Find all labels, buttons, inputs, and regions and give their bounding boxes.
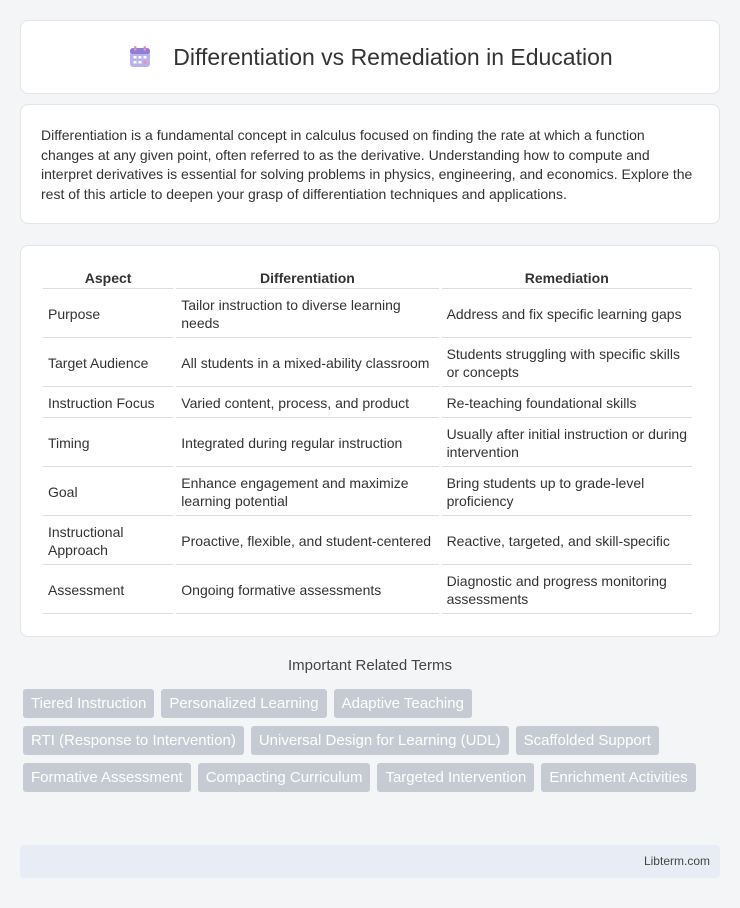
cell-differentiation: Ongoing formative assessments (176, 565, 438, 614)
table-row (43, 467, 692, 516)
comparison-table (40, 264, 695, 614)
term-tag[interactable]: RTI (Response to Intervention) (23, 726, 244, 755)
header-remediation: Remediation (442, 264, 692, 289)
table-header-row (43, 264, 692, 289)
intro-card (20, 104, 720, 224)
cell-remediation: Bring students up to grade-level proficiency (442, 467, 692, 516)
cell-aspect: Target Audience (43, 338, 173, 387)
table-row (43, 338, 692, 387)
title-card (20, 20, 720, 94)
term-tag[interactable]: Compacting Curriculum (198, 763, 371, 792)
table-row (43, 289, 692, 338)
cell-aspect: Goal (43, 467, 173, 516)
table-row (43, 565, 692, 614)
cell-differentiation: All students in a mixed-ability classroom (176, 338, 438, 387)
cell-aspect: Assessment (43, 565, 173, 614)
cell-differentiation: Varied content, process, and product (176, 387, 438, 418)
header-aspect: Aspect (43, 264, 173, 289)
cell-differentiation: Tailor instruction to diverse learning needs (176, 289, 438, 338)
cell-differentiation: Integrated during regular instruction (176, 418, 438, 467)
term-tag[interactable]: Tiered Instruction (23, 689, 154, 718)
calendar-icon (127, 44, 153, 70)
term-tag[interactable]: Enrichment Activities (541, 763, 695, 792)
term-tag[interactable]: Formative Assessment (23, 763, 191, 792)
term-tag[interactable]: Personalized Learning (161, 689, 326, 718)
cell-remediation: Reactive, targeted, and skill-specific (442, 516, 692, 565)
table-row (43, 516, 692, 565)
table-row (43, 418, 692, 467)
footer-site-link[interactable]: Libterm.com (643, 854, 710, 868)
cell-remediation: Re-teaching foundational skills (442, 387, 692, 418)
page-title: Differentiation vs Remediation in Education (173, 43, 613, 70)
cell-aspect: Purpose (43, 289, 173, 338)
cell-aspect: Instructional Approach (43, 516, 173, 565)
related-terms-list (23, 689, 703, 800)
comparison-table-card (20, 245, 720, 637)
cell-aspect: Instruction Focus (43, 387, 173, 418)
intro-paragraph: Differentiation is a fundamental concept in calculus focused on finding the rate at which a function changes at any given point, often referred to as the derivative. Understanding how to compute and interpret derivatives is essential for solving problems in physics, engineering, and economics. Explore the rest of this article to deepen your grasp of differentiation techniques and applications. (41, 127, 693, 202)
cell-differentiation: Enhance engagement and maximize learning potential (176, 467, 438, 516)
term-tag[interactable]: Targeted Intervention (377, 763, 534, 792)
cell-aspect: Timing (43, 418, 173, 467)
cell-remediation: Diagnostic and progress monitoring assessments (442, 565, 692, 614)
term-tag[interactable]: Universal Design for Learning (UDL) (251, 726, 509, 755)
term-tag[interactable]: Adaptive Teaching (334, 689, 472, 718)
cell-remediation: Usually after initial instruction or during intervention (442, 418, 692, 467)
related-terms-heading: Important Related Terms (288, 657, 452, 674)
cell-remediation: Students struggling with specific skills or concepts (442, 338, 692, 387)
cell-differentiation: Proactive, flexible, and student-centered (176, 516, 438, 565)
table-row (43, 387, 692, 418)
header-differentiation: Differentiation (176, 264, 438, 289)
term-tag[interactable]: Scaffolded Support (516, 726, 659, 755)
cell-remediation: Address and fix specific learning gaps (442, 289, 692, 338)
footer (20, 845, 720, 878)
